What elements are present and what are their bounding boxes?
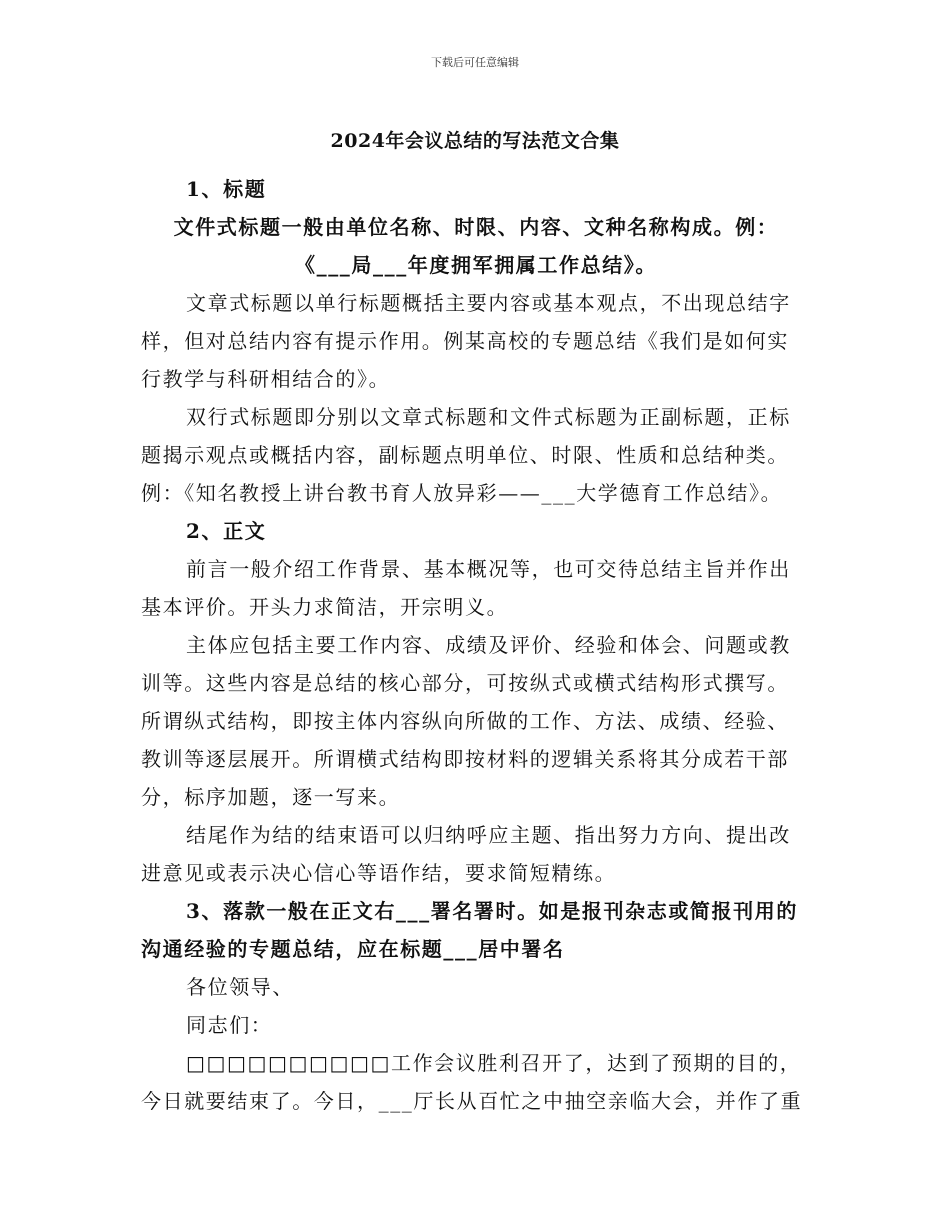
text-line: □□□□□□□□□□工作会议胜利召开了，达到了预期的目的， (186, 1051, 802, 1075)
text-line: 3、落款一般在正文右___署名署时。如是报刊杂志或简报刊用的 (186, 899, 798, 923)
text-line: 基本评价。开头力求简洁，开宗明义。 (141, 595, 509, 619)
text-line: 分，标序加题，逐一写来。 (141, 785, 401, 809)
text-line: 进意见或表示决心信心等语作结，要求简短精练。 (141, 861, 617, 885)
text-line: 题揭示观点或概括内容，副标题点明单位、时限、性质和总结种类。 (141, 443, 789, 467)
text-line: 1、标题 (186, 177, 267, 201)
text-line: 行教学与科研相结合的》。 (141, 367, 391, 391)
text-line: 教训等逐层展开。所谓横式结构即按材料的逻辑关系将其分成若干部 (141, 747, 789, 771)
text-line: 双行式标题即分别以文章式标题和文件式标题为正副标题，正标 (186, 405, 791, 429)
text-line: 主体应包括主要工作内容、成绩及评价、经验和体会、问题或教 (186, 633, 791, 657)
text-line: 所谓纵式结构，即按主体内容纵向所做的工作、方法、成绩、经验、 (141, 709, 789, 733)
text-line: 今日就要结束了。今日，___厅长从百忙之中抽空亲临大会，并作了重 (141, 1089, 803, 1113)
text-line: 2、正文 (186, 519, 267, 543)
page-header: 下载后可任意编辑 (431, 56, 519, 69)
text-line: 文件式标题一般由单位名称、时限、内容、文种名称构成。例： (173, 215, 779, 239)
text-line: 前言一般介绍工作背景、基本概况等，也可交待总结主旨并作出 (186, 557, 791, 581)
text-line: 结尾作为结的结束语可以归纳呼应主题、指出努力方向、提出改 (186, 823, 791, 847)
text-line: 沟通经验的专题总结，应在标题___居中署名 (141, 937, 565, 961)
text-line: 《___局___年度拥军拥属工作总结》。 (295, 253, 657, 277)
text-line: 同志们： (186, 1013, 273, 1037)
text-line: 例：《知名教授上讲台教书育人放异彩——___大学德育工作总结》。 (141, 481, 783, 505)
text-line: 各位领导、 (186, 975, 294, 999)
text-line: 样，但对总结内容有提示作用。例某高校的专题总结《我们是如何实 (141, 329, 789, 353)
text-line: 文章式标题以单行标题概括主要内容或基本观点，不出现总结字 (186, 291, 791, 315)
document-title: 2024年会议总结的写法范文合集 (330, 130, 620, 152)
text-line: 训等。这些内容是总结的核心部分，可按纵式或横式结构形式撰写。 (141, 671, 789, 695)
